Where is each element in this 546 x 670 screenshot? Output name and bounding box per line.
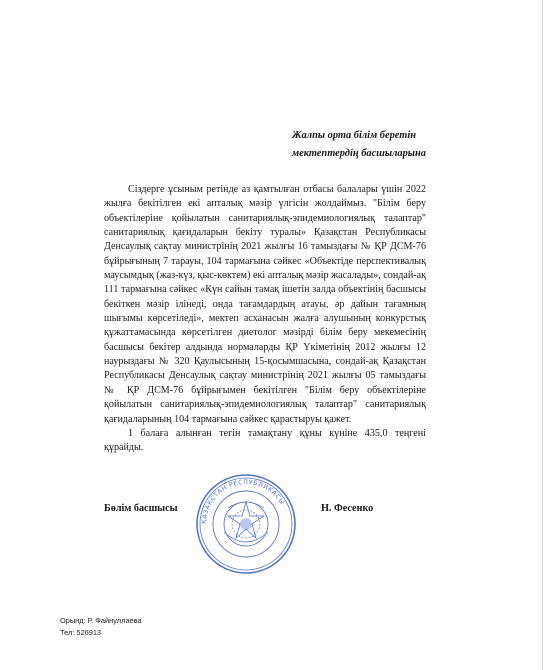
executor-phone: Тел: 526913 — [60, 628, 102, 637]
signatory-title: Бөлім басшысы — [104, 503, 178, 514]
addressee-line-2: мектептердің басшыларына — [292, 148, 426, 159]
seal-ring-text: ҚАЗАҚСТАН РЕСПУБЛИКАСЫ — [200, 478, 286, 525]
footer-block — [60, 615, 142, 639]
letter-body — [104, 183, 426, 456]
body-paragraph-2: 1 балаға алынған тегін тамақтану құны күніне 435,0 теңгені құрайды. — [104, 427, 426, 454]
seal-graphic — [194, 472, 298, 576]
body-paragraph-1: Сіздерге ұсыным ретінде аз қамтылған отбасы балалары үшін 2022 жылға бекітілген екі апталық мәзір үлгісін жолдаймыз. "Білім беру объектілеріне қойылатын санитариялық-эпидемиологиялық талаптар" санитариялық қағидаларын бекіту туралы» Қазақстан Республикасы Денсаулық сақтау министрінің 2021 жылғы 16 тамыздағы № ҚР ДСМ-76 бұйрығының 7 тарауы, 104 тармағына сәйкес «Объектіде перспективалық маусымдық (жаз-күз, қыс-көктем) екі апталық мәзір жасалады», сондай-ақ 111 тармағына сәйкес «Күн сайын тамақ ішетін залда объектінің басшысы бекіткен мәзір ілінеді, онда тағамдардың атауы, әр дайын тағамның шығымы көрсетіледі», мектеп асханасын жалға алушының конкурстық құжаттамасында көрсетілген диетолог мәзірді білім беру мекемесінің басшысы бекітер алдында нормаларды ҚР Үкіметінің 2012 жылғы 12 наурыздағы № 320 Қаулысының 15-қосымшасына, сондай-ақ Қазақстан Республикасы Денсаулық сақтау министрінің 2021 жылғы 05 тамыздағы № ҚР ДСМ-76 бұйрығымен бекітілген "Білім беру объектілеріне қойылатын санитариялық-эпидемиологиялық талаптар" санитариялық қағидаларының 104 тармағына сәйкес қарастыруы қажет. — [104, 184, 426, 425]
signatory-name: Н. Фесенко — [321, 503, 374, 514]
executor-name: Орынд: Р. Файнуллаева — [60, 616, 142, 625]
addressee-block — [292, 127, 522, 163]
official-seal — [194, 472, 298, 576]
signature-row — [104, 503, 434, 523]
addressee-line-1: Жалпы орта білім беретін — [292, 130, 416, 141]
scan-edge-line — [542, 0, 543, 670]
